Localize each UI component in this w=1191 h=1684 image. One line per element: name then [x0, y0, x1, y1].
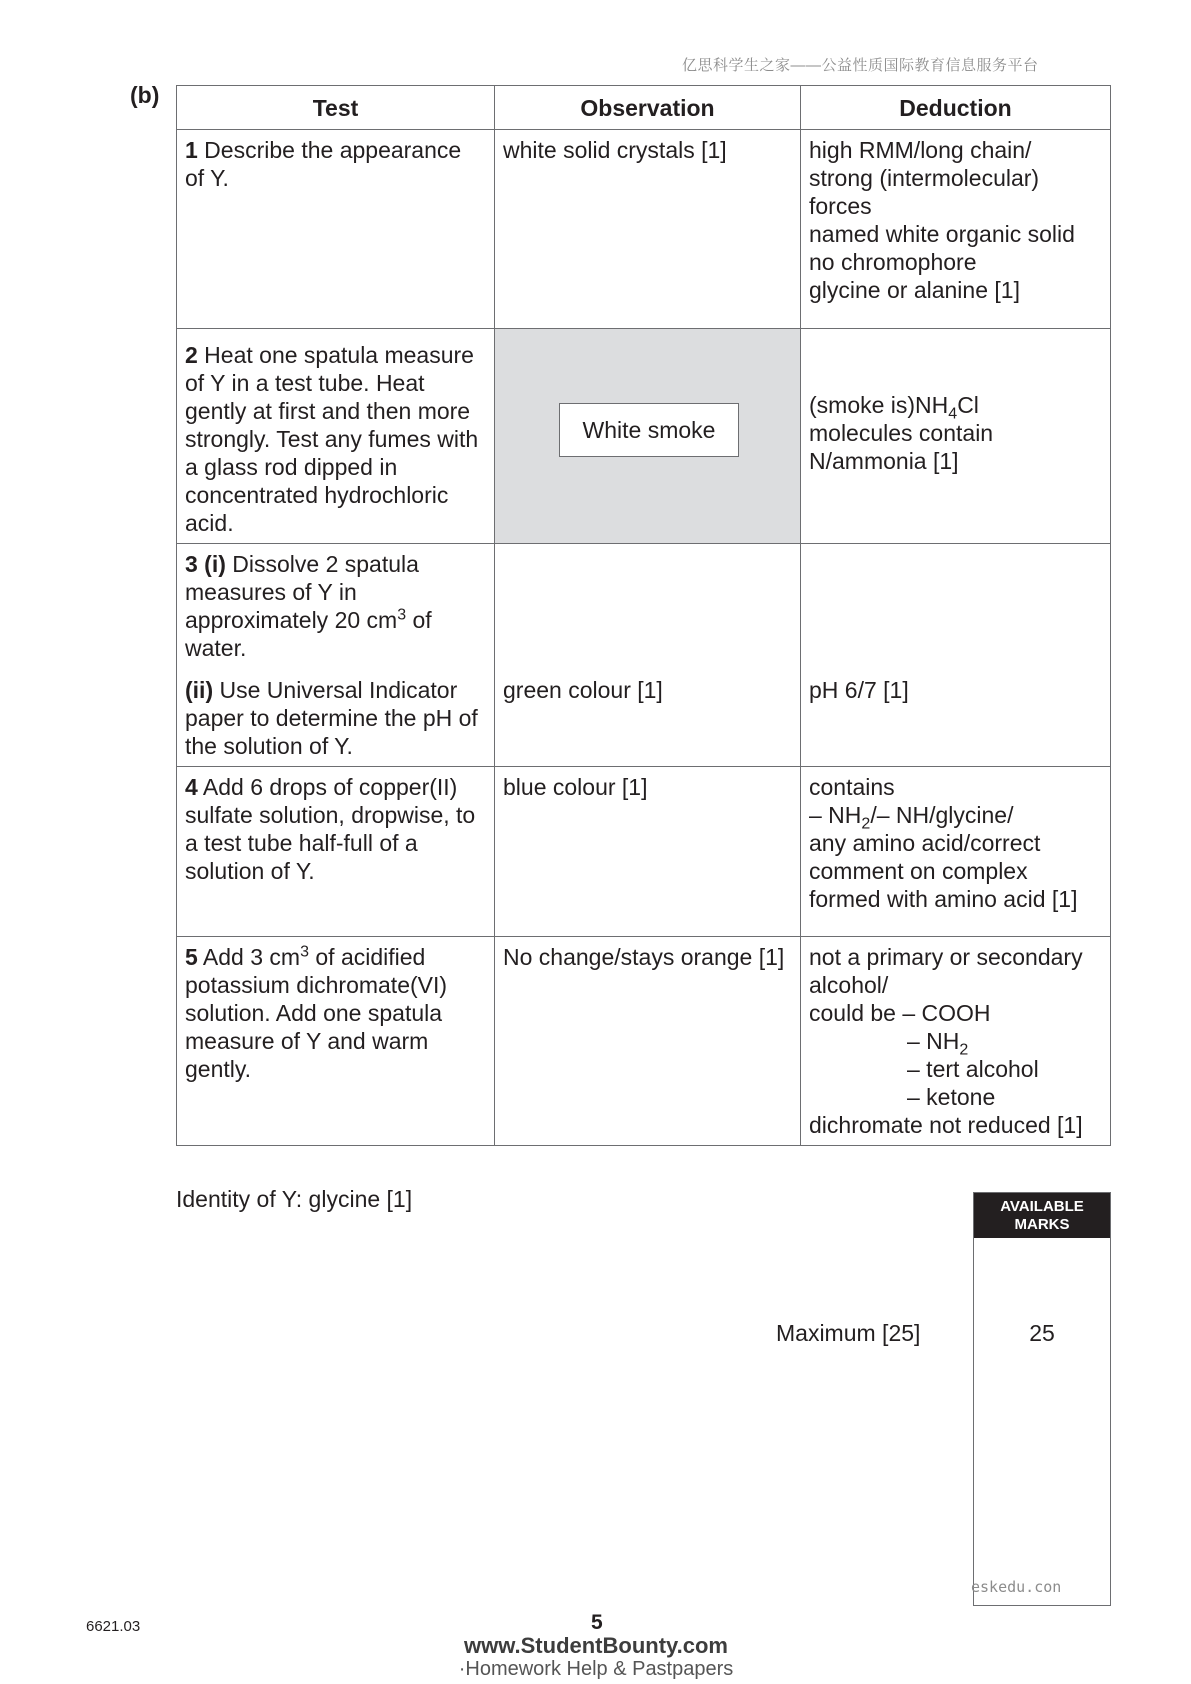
deduction-line: contains [809, 774, 895, 800]
deduction-line: any amino acid/correct [809, 830, 1041, 856]
part-label: (b) [130, 82, 160, 108]
deduction-line: not a primary or secondary [809, 944, 1083, 970]
deduction-line: N/ammonia [1] [809, 448, 959, 474]
deduction-text: – NH [907, 1028, 960, 1054]
test-text: of water. [185, 607, 432, 661]
available-marks-column [973, 1192, 1111, 1606]
deduction-line [809, 801, 1102, 833]
deduction-line: high RMM/long chain/ [809, 137, 1032, 163]
deduction-line: – tert alcohol [907, 1056, 1039, 1082]
test-part-i [185, 550, 486, 662]
header-deduction: Deduction [801, 86, 1111, 130]
deduction-line: no chromophore [809, 249, 977, 275]
deduction-cell [801, 130, 1111, 329]
subscript: 2 [959, 1041, 969, 1059]
deduction-line: comment on complex [809, 858, 1028, 884]
deduction-cell [801, 329, 1111, 544]
observation-cell-shaded [495, 329, 801, 544]
deduction-line: strong (intermolecular) [809, 165, 1040, 191]
deduction-line [809, 391, 1102, 423]
test-number: 3 (i) [185, 551, 226, 577]
deduction-line: glycine or alanine [1] [809, 277, 1020, 303]
deduction-text: – NH [809, 802, 862, 828]
test-number: 4 [185, 774, 198, 800]
deduction-line: alcohol/ [809, 972, 889, 998]
observation-cell: blue colour [1] [495, 767, 801, 937]
table-header-row [177, 86, 1111, 130]
unit: cm [269, 944, 301, 970]
test-number: (ii) [185, 677, 214, 703]
observation-box: White smoke [559, 403, 739, 457]
available-marks-header [974, 1193, 1110, 1238]
table-row [177, 329, 1111, 544]
studentbounty-logo [446, 1634, 746, 1680]
deduction-line: could be – COOH [809, 1000, 991, 1026]
superscript: 3 [300, 943, 309, 961]
deduction-line: named white organic solid [809, 221, 1075, 247]
deduction-cell [801, 937, 1111, 1146]
test-text: Describe the appearance of Y. [185, 137, 462, 191]
test-cell [177, 767, 495, 937]
test-number: 1 [185, 137, 198, 163]
header-watermark: 亿思科学生之家——公益性质国际教育信息服务平台 [682, 57, 1039, 74]
page-number: 5 [591, 1611, 603, 1634]
logo-line: ·Homework Help & Pastpapers [458, 1658, 734, 1680]
observation-cell: white solid crystals [1] [495, 130, 801, 329]
header-test: Test [177, 86, 495, 130]
test-number: 5 [185, 944, 198, 970]
test-text: of acidified potassium dichromate(VI) solution. Add one spatula measure of Y and warm gently. [185, 944, 448, 1082]
test-number: 2 [185, 342, 198, 368]
superscript: 3 [397, 606, 407, 624]
deduction-line: – ketone [907, 1084, 996, 1110]
maximum-label: Maximum [25] [776, 1320, 921, 1346]
deduction-text: /– NH/glycine/ [870, 802, 1014, 828]
header-line: AVAILABLE [1000, 1198, 1084, 1215]
observation-text: green colour [1] [503, 677, 663, 703]
test-text: Dissolve 2 spatula measures of Y in approximately 20 [185, 551, 419, 633]
table-row [177, 767, 1111, 937]
deduction-text: Cl [957, 392, 979, 418]
table-row [177, 544, 1111, 767]
eskedu-watermark: eskedu.con [971, 1578, 1062, 1596]
table-row [177, 937, 1111, 1146]
deduction-line: molecules contain [809, 420, 994, 446]
identity-answer: Identity of Y: glycine [1] [176, 1186, 413, 1212]
subscript: 4 [948, 405, 958, 423]
test-part-ii [185, 676, 486, 760]
test-cell [177, 130, 495, 329]
test-text: Add 3 [197, 944, 264, 970]
paper-code: 6621.03 [86, 1618, 141, 1635]
logo-line: www.StudentBounty.com [464, 1633, 728, 1658]
header-line: MARKS [1014, 1216, 1070, 1233]
table-row [177, 130, 1111, 329]
deduction-cell [801, 544, 1111, 767]
deduction-cell [801, 767, 1111, 937]
deduction-line: dichromate not reduced [1] [809, 1112, 1083, 1138]
test-cell [177, 937, 495, 1146]
available-marks-value: 25 [1029, 1320, 1055, 1346]
deduction-line: formed with amino acid [1] [809, 886, 1078, 912]
deduction-line: forces [809, 193, 872, 219]
test-text: Heat one spatula measure of Y in a test tube. Heat gently at first and then more strongly. Test any fumes with a glass rod dipped in concentrated hydrochloric acid. [185, 342, 479, 536]
observation-cell: No change/stays orange [1] [495, 937, 801, 1146]
test-text: Add 6 drops of copper(II) sulfate solution, dropwise, to a test tube half-full of a solution of Y. [185, 774, 476, 884]
unit: cm [366, 607, 398, 633]
deduction-text: pH 6/7 [1] [809, 677, 909, 703]
test-cell [177, 329, 495, 544]
test-cell [177, 544, 495, 767]
deduction-text: (smoke is)NH [809, 392, 949, 418]
header-observation: Observation [495, 86, 801, 130]
subscript: 2 [861, 815, 871, 833]
mark-scheme-table [176, 85, 1111, 1146]
test-text: Use Universal Indicator paper to determine the pH of the solution of Y. [185, 677, 478, 759]
observation-cell [495, 544, 801, 767]
deduction-line [809, 1027, 1102, 1059]
